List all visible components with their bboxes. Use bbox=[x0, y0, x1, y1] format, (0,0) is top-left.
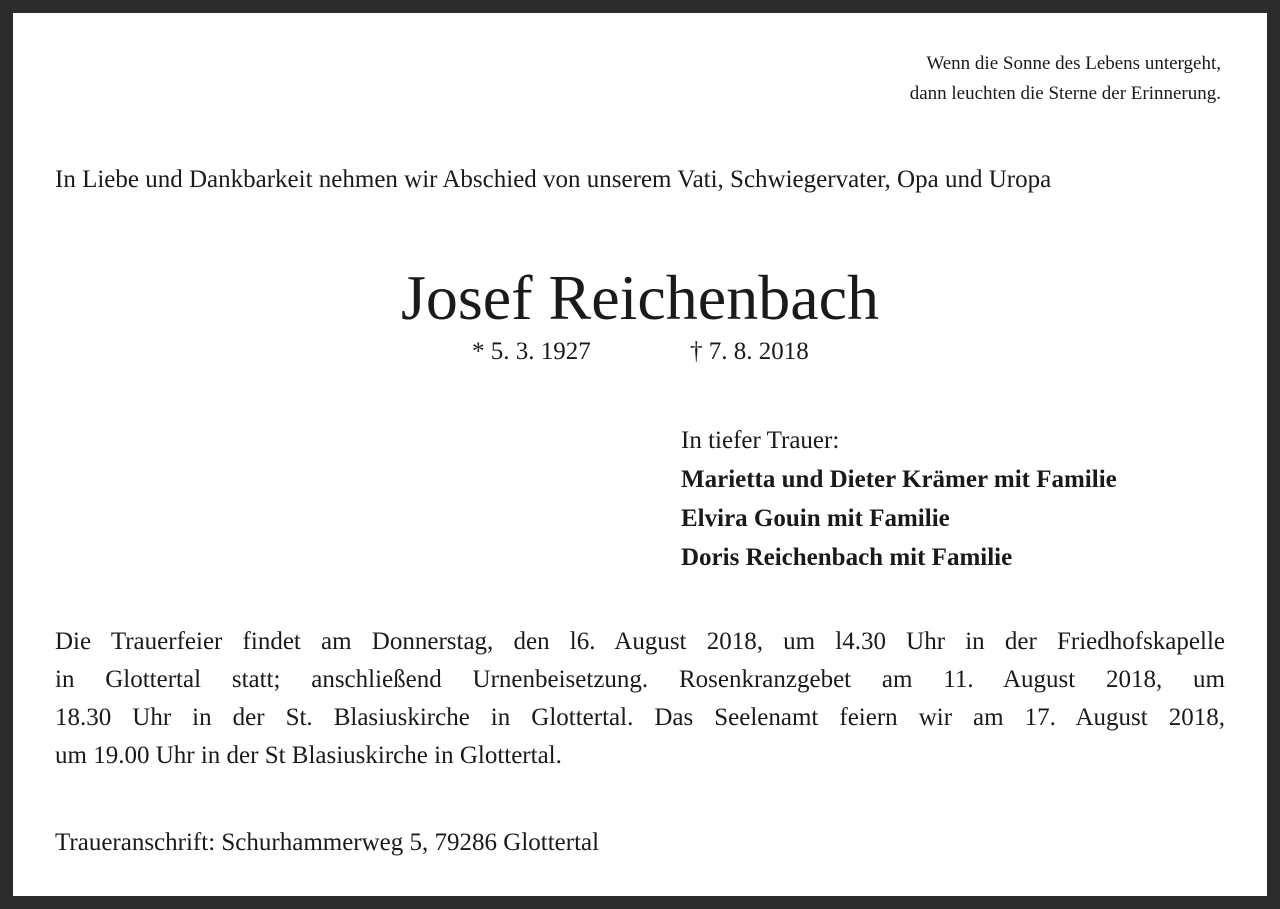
mourner-family: Elvira Gouin mit Familie bbox=[681, 505, 950, 532]
service-line: in Glottertal statt; anschließend Urnenbeisetzung. Rosenkranzgebet am 11. August 2018, um bbox=[55, 666, 1225, 693]
mourning-address: Traueranschrift: Schurhammerweg 5, 79286 Glottertal bbox=[55, 829, 600, 856]
intro-text: In Liebe und Dankbarkeit nehmen wir Abschied von unserem Vati, Schwiegervater, Opa und Uropa bbox=[55, 166, 1052, 193]
service-line: Die Trauerfeier findet am Donnerstag, den l6. August 2018, um l4.30 Uhr in der Friedhofskapelle bbox=[55, 628, 1225, 655]
deceased-name: Josef Reichenbach bbox=[400, 262, 880, 333]
service-line: um 19.00 Uhr in der St Blasiuskirche in Glottertal. bbox=[55, 742, 562, 769]
death-date: † 7. 8. 2018 bbox=[690, 338, 809, 365]
service-details bbox=[55, 623, 1225, 775]
obituary-card bbox=[13, 13, 1267, 896]
mourner-family: Doris Reichenbach mit Familie bbox=[681, 544, 1013, 571]
motto-quote bbox=[13, 49, 1221, 109]
mourners-label: In tiefer Trauer: bbox=[681, 427, 840, 454]
birth-date: * 5. 3. 1927 bbox=[472, 338, 591, 365]
motto-line-1: Wenn die Sonne des Lebens untergeht, bbox=[926, 53, 1221, 74]
mourners-block bbox=[681, 421, 1117, 577]
service-line: 18.30 Uhr in der St. Blasiuskirche in Glottertal. Das Seelenamt feiern wir am 17. August 2018, bbox=[55, 704, 1225, 731]
motto-line-2: dann leuchten die Sterne der Erinnerung. bbox=[909, 83, 1221, 104]
mourner-family: Marietta und Dieter Krämer mit Familie bbox=[681, 466, 1117, 493]
